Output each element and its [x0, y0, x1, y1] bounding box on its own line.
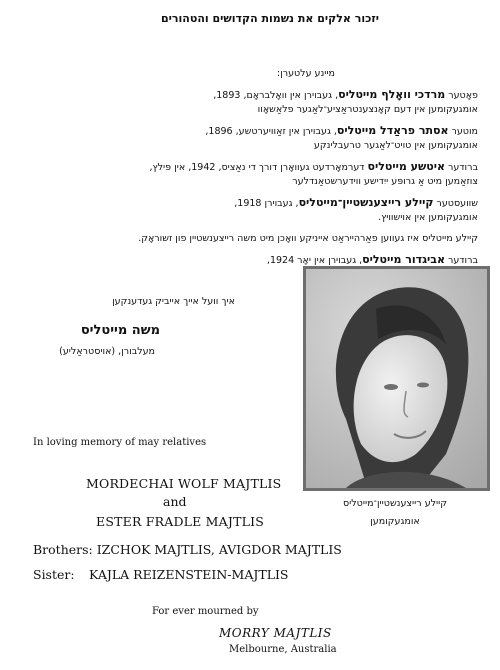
relative-title: ברודער	[448, 255, 478, 266]
relative-line2: צוזאַמען מיט אַ גרופּע ייִדישע ווידערשטאַנדלער	[292, 176, 478, 187]
english-and: and	[163, 494, 187, 509]
relative-details: דערמאָרדעט געוואָרן דורך די נאַציס, 1942, אין פּילץ,	[149, 162, 365, 173]
relative-entry: פאָטער מרדכי וואָלף מייטליס, געבוירן אין וואָלבראָם, 1893, אומגעקומען אין דעם קאָנצענטראַציע־לאַגער פלאַשאָוו	[18, 88, 478, 117]
english-brothers: Brothers: IZCHOK MAJTLIS, AVIGDOR MAJTLIS	[33, 542, 342, 557]
section-label: מיינע עלטערן:	[276, 68, 335, 79]
relative-title: פאָטער	[448, 90, 478, 101]
relative-title: מוטער	[451, 126, 478, 137]
relative-line2: אומגעקומען אין טויט־לאַגער טרעבלינקע	[313, 140, 478, 151]
mourner-name-hebrew: משה מייטליס	[80, 323, 160, 338]
relative-name: קיילע רייצענשטיין־מייטליס	[298, 196, 434, 209]
relative-name: אביגדור מייטליס	[362, 253, 446, 266]
portrait-photo	[303, 266, 490, 491]
relative-details: געבוירן אין וואָלבראָם, 1893,	[213, 90, 333, 101]
relative-details: געבוירן אין זאַוויערטשע, 1896,	[205, 126, 331, 137]
photo-caption-name: קיילע רייצענשטיין־מייטליס	[342, 498, 448, 509]
relative-name: מרדכי וואָלף מייטליס	[338, 88, 446, 101]
relative-title: שוועסטער	[436, 198, 478, 209]
relative-entry: מוטער אסתר פראַדל מייטליס, געבוירן אין זאַוויערטשע, 1896, אומגעקומען אין טויט־לאַגער טרעבלינקע	[18, 124, 478, 153]
portrait-image	[306, 269, 487, 488]
relatives-list	[18, 88, 478, 289]
english-mother-name: ESTER FRADLE MAJTLIS	[96, 514, 265, 529]
relative-name: איטשע מייטליס	[367, 160, 446, 173]
english-dedication: In loving memory of may relatives	[33, 437, 207, 448]
relative-title: ברודער	[448, 162, 478, 173]
relative-details: קיילע מייטליס איז געווען פאַרהייראַט אייניקע וואָכן מיט משה רייצענשטיין פון זשוראָק.	[138, 233, 478, 244]
relative-line2: אומגעקומען אין אוישוויץ.	[378, 212, 478, 223]
english-father-name: MORDECHAI WOLF MAJTLIS	[86, 476, 282, 491]
mourner-place-hebrew: מעלבורן, (אויסטראַליע)	[59, 346, 155, 357]
relative-entry	[18, 160, 478, 189]
relative-note	[18, 232, 478, 246]
relative-name: אסתר פראַדל מייטליס	[336, 124, 449, 137]
yizkor-heading: יזכור אלקים את נשמות הקדושים והטהורים	[161, 12, 379, 25]
english-forever-mourned: For ever mourned by	[152, 606, 259, 617]
english-mourner-place: Melbourne, Australia	[229, 644, 337, 655]
relative-details: געבוירן 1918,	[234, 198, 293, 209]
relative-details: געבוירן אין יאָר 1924,	[266, 255, 357, 266]
remember-line: איך וועל אייך אייביק געדענקען	[112, 296, 235, 307]
english-sister-label: Sister:	[33, 567, 75, 582]
relative-entry: שוועסטער קיילע רייצענשטיין־מייטליס, געבוירן 1918, אומגעקומען אין אוישוויץ.	[18, 196, 478, 225]
english-mourner-name: MORRY MAJTLIS	[219, 626, 332, 640]
relative-entry: ברודער אביגדור מייטליס, געבוירן אין יאָר 1924,	[18, 253, 478, 282]
english-sister	[33, 567, 289, 582]
relative-line2: אומגעקומען אין דעם קאָנצענטראַציע־לאַגער פלאַשאָוו	[257, 104, 478, 115]
photo-caption-status: אומגעקומען	[370, 516, 420, 527]
english-sister-name: KAJLA REIZENSTEIN-MAJTLIS	[89, 567, 289, 582]
